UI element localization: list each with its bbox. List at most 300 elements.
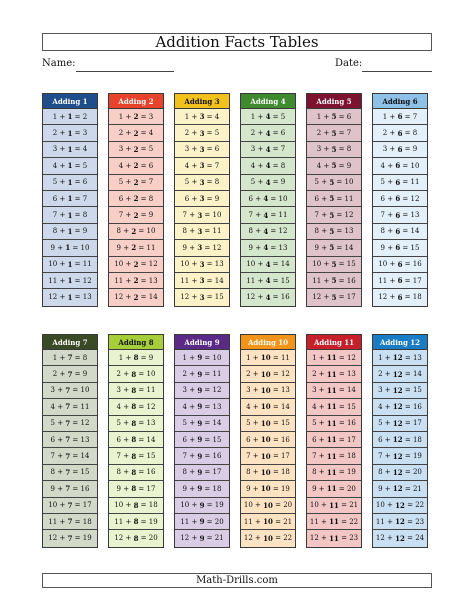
addend-left: 8 bbox=[378, 468, 383, 477]
sum: 4 bbox=[148, 129, 154, 138]
name-label: Name: bbox=[42, 58, 76, 69]
fact-row: 6 + 6 = 12 bbox=[373, 191, 427, 207]
addend-left: 2 bbox=[382, 129, 388, 138]
addend-fixed: 10 bbox=[263, 533, 273, 543]
addend-left: 12 bbox=[246, 293, 256, 302]
sum: 13 bbox=[80, 435, 90, 444]
addend-fixed: 10 bbox=[260, 353, 271, 363]
fact-row: 2 + 3 = 5 bbox=[175, 125, 229, 141]
sum: 6 bbox=[280, 129, 286, 138]
addend-left: 11 bbox=[378, 276, 388, 285]
fact-row: 11 + 10 = 21 bbox=[241, 514, 295, 530]
addend-fixed: 1 bbox=[65, 243, 71, 253]
sum: 8 bbox=[412, 129, 418, 138]
sum: 7 bbox=[82, 194, 88, 203]
addend-left: 7 bbox=[380, 211, 385, 220]
addend-left: 3 bbox=[382, 145, 388, 154]
fact-row: 5 + 4 = 9 bbox=[241, 175, 295, 191]
addend-fixed: 9 bbox=[197, 451, 203, 461]
addend-fixed: 12 bbox=[395, 517, 405, 527]
addend-fixed: 8 bbox=[131, 484, 137, 494]
addend-left: 10 bbox=[243, 501, 253, 510]
addend-left: 10 bbox=[378, 260, 388, 269]
fact-row: 4 + 8 = 12 bbox=[109, 399, 163, 415]
date-field-line[interactable] bbox=[362, 71, 432, 72]
table-header: Adding 7 bbox=[43, 335, 97, 350]
sum: 3 bbox=[148, 112, 154, 121]
sum: 6 bbox=[148, 161, 154, 170]
addend-fixed: 5 bbox=[331, 292, 337, 302]
sum: 7 bbox=[280, 145, 286, 154]
sum: 14 bbox=[214, 276, 224, 285]
fact-row: 7 + 11 = 18 bbox=[307, 448, 361, 464]
fact-row: 5 + 5 = 10 bbox=[307, 175, 361, 191]
addend-fixed: 7 bbox=[67, 517, 73, 527]
addend-left: 6 bbox=[248, 194, 253, 203]
sum: 15 bbox=[410, 243, 420, 252]
fact-row: 5 + 10 = 15 bbox=[241, 416, 295, 432]
fact-row: 7 + 6 = 13 bbox=[373, 207, 427, 223]
fact-row: 3 + 4 = 7 bbox=[241, 142, 295, 158]
addend-fixed: 7 bbox=[65, 451, 71, 461]
addend-left: 5 bbox=[184, 178, 190, 187]
sum: 19 bbox=[280, 484, 290, 493]
sum: 17 bbox=[82, 501, 92, 510]
fact-row: 1 + 4 = 5 bbox=[241, 109, 295, 125]
sum: 19 bbox=[148, 517, 158, 526]
sum: 8 bbox=[82, 211, 88, 220]
addend-left: 12 bbox=[48, 534, 58, 543]
fact-row: 5 + 6 = 11 bbox=[373, 175, 427, 191]
fact-row: 4 + 3 = 7 bbox=[175, 158, 229, 174]
addend-fixed: 1 bbox=[67, 292, 73, 302]
addend-left: 12 bbox=[378, 293, 388, 302]
addend-fixed: 5 bbox=[329, 226, 335, 236]
sum: 10 bbox=[410, 161, 420, 170]
addend-fixed: 5 bbox=[331, 112, 337, 122]
fact-row: 11 + 12 = 23 bbox=[373, 514, 427, 530]
facts-table-3 bbox=[174, 93, 230, 307]
fact-row: 8 + 7 = 15 bbox=[43, 465, 97, 481]
addend-left: 9 bbox=[182, 243, 187, 252]
addend-fixed: 7 bbox=[67, 353, 73, 363]
addend-fixed: 2 bbox=[133, 194, 139, 204]
fact-row: 1 + 9 = 10 bbox=[175, 350, 229, 366]
sum: 17 bbox=[280, 452, 290, 461]
sum: 5 bbox=[280, 112, 286, 121]
addend-fixed: 11 bbox=[326, 385, 337, 395]
addend-left: 7 bbox=[182, 211, 187, 220]
fact-row: 10 + 5 = 15 bbox=[307, 257, 361, 273]
addend-fixed: 10 bbox=[263, 517, 273, 527]
fact-row: 3 + 9 = 12 bbox=[175, 383, 229, 399]
sum: 16 bbox=[146, 468, 156, 477]
addend-fixed: 9 bbox=[197, 418, 203, 428]
fact-row: 12 + 10 = 22 bbox=[241, 530, 295, 546]
fact-row: 2 + 9 = 11 bbox=[175, 366, 229, 382]
addend-left: 6 bbox=[314, 194, 319, 203]
addend-left: 2 bbox=[118, 129, 124, 138]
fact-row: 5 + 1 = 6 bbox=[43, 175, 97, 191]
fact-row: 2 + 1 = 3 bbox=[43, 125, 97, 141]
addend-fixed: 8 bbox=[131, 385, 137, 395]
sum: 12 bbox=[212, 243, 222, 252]
addend-fixed: 5 bbox=[331, 144, 337, 154]
sum: 11 bbox=[280, 353, 290, 362]
addend-left: 9 bbox=[378, 484, 383, 493]
addend-left: 5 bbox=[118, 178, 124, 187]
sum: 10 bbox=[146, 370, 156, 379]
fact-row: 6 + 3 = 9 bbox=[175, 191, 229, 207]
addend-fixed: 10 bbox=[263, 500, 273, 510]
sum: 12 bbox=[212, 386, 222, 395]
sum: 6 bbox=[346, 112, 352, 121]
fact-row: 1 + 5 = 6 bbox=[307, 109, 361, 125]
fact-row: 2 + 8 = 10 bbox=[109, 366, 163, 382]
sum: 23 bbox=[415, 517, 425, 526]
addend-fixed: 3 bbox=[199, 177, 205, 187]
addend-left: 3 bbox=[116, 386, 121, 395]
fact-row: 12 + 4 = 16 bbox=[241, 289, 295, 305]
sum: 5 bbox=[214, 129, 220, 138]
fact-row: 2 + 5 = 7 bbox=[307, 125, 361, 141]
sum: 18 bbox=[412, 293, 422, 302]
fact-row: 4 + 1 = 5 bbox=[43, 158, 97, 174]
facts-table-6 bbox=[372, 93, 428, 307]
fact-row: 12 + 3 = 15 bbox=[175, 289, 229, 305]
facts-table-11 bbox=[306, 334, 362, 548]
sum: 19 bbox=[346, 468, 356, 477]
addend-fixed: 8 bbox=[133, 500, 139, 510]
addend-fixed: 11 bbox=[329, 533, 339, 543]
addend-left: 8 bbox=[116, 468, 121, 477]
sum: 13 bbox=[280, 386, 290, 395]
sum: 8 bbox=[214, 178, 220, 187]
addend-fixed: 9 bbox=[199, 517, 205, 527]
footer-credit: Math-Drills.com bbox=[42, 573, 432, 588]
addend-fixed: 8 bbox=[133, 533, 139, 543]
sum: 9 bbox=[280, 178, 286, 187]
addend-left: 8 bbox=[50, 468, 55, 477]
addend-fixed: 1 bbox=[67, 161, 73, 171]
addend-fixed: 9 bbox=[197, 484, 203, 494]
sum: 14 bbox=[80, 452, 90, 461]
addend-fixed: 11 bbox=[326, 467, 337, 477]
addend-left: 8 bbox=[52, 227, 58, 236]
addend-left: 3 bbox=[246, 386, 251, 395]
fact-row: 12 + 9 = 21 bbox=[175, 530, 229, 546]
sum: 11 bbox=[212, 227, 222, 236]
addend-fixed: 6 bbox=[395, 161, 401, 171]
addend-fixed: 12 bbox=[392, 418, 403, 428]
addend-left: 4 bbox=[116, 402, 121, 411]
fact-row: 12 + 11 = 23 bbox=[307, 530, 361, 546]
fact-row: 8 + 8 = 16 bbox=[109, 465, 163, 481]
addend-left: 3 bbox=[312, 386, 317, 395]
addend-fixed: 1 bbox=[67, 259, 73, 269]
addend-left: 4 bbox=[246, 402, 251, 411]
addend-fixed: 12 bbox=[395, 500, 405, 510]
sum: 12 bbox=[344, 211, 354, 220]
addend-fixed: 7 bbox=[65, 484, 71, 494]
addend-left: 6 bbox=[246, 435, 251, 444]
addend-left: 12 bbox=[114, 293, 124, 302]
addend-fixed: 9 bbox=[197, 467, 203, 477]
addend-fixed: 6 bbox=[395, 243, 401, 253]
sum: 17 bbox=[346, 293, 356, 302]
sum: 12 bbox=[280, 370, 290, 379]
addend-fixed: 11 bbox=[326, 353, 337, 363]
fact-row: 8 + 1 = 9 bbox=[43, 224, 97, 240]
addend-left: 12 bbox=[180, 293, 190, 302]
addend-fixed: 2 bbox=[133, 292, 139, 302]
fact-row: 4 + 2 = 6 bbox=[109, 158, 163, 174]
sum: 22 bbox=[349, 517, 359, 526]
addend-left: 7 bbox=[116, 452, 121, 461]
fact-row: 8 + 11 = 19 bbox=[307, 465, 361, 481]
fact-row: 11 + 11 = 22 bbox=[307, 514, 361, 530]
name-field-line[interactable] bbox=[76, 71, 174, 72]
fact-row: 3 + 6 = 9 bbox=[373, 142, 427, 158]
addend-fixed: 3 bbox=[199, 259, 205, 269]
fact-row: 8 + 5 = 13 bbox=[307, 224, 361, 240]
sum: 18 bbox=[346, 452, 356, 461]
addend-fixed: 9 bbox=[199, 533, 205, 543]
sum: 15 bbox=[346, 260, 356, 269]
sum: 18 bbox=[148, 501, 158, 510]
addend-left: 8 bbox=[182, 468, 187, 477]
fact-row: 6 + 10 = 16 bbox=[241, 432, 295, 448]
sum: 5 bbox=[148, 145, 154, 154]
addend-fixed: 5 bbox=[331, 276, 337, 286]
addend-fixed: 6 bbox=[395, 226, 401, 236]
addend-fixed: 6 bbox=[395, 210, 401, 220]
fact-row: 9 + 6 = 15 bbox=[373, 240, 427, 256]
table-header: Adding 11 bbox=[307, 335, 361, 350]
fact-row: 1 + 1 = 2 bbox=[43, 109, 97, 125]
addend-left: 1 bbox=[250, 112, 256, 121]
addend-left: 7 bbox=[314, 211, 319, 220]
sum: 17 bbox=[346, 435, 356, 444]
fact-row: 3 + 2 = 5 bbox=[109, 142, 163, 158]
addend-fixed: 6 bbox=[395, 177, 401, 187]
addend-left: 9 bbox=[116, 484, 121, 493]
table-header: Adding 1 bbox=[43, 94, 97, 109]
addend-fixed: 1 bbox=[67, 144, 73, 154]
addend-fixed: 4 bbox=[265, 259, 271, 269]
addend-left: 4 bbox=[184, 161, 190, 170]
addend-left: 4 bbox=[50, 402, 55, 411]
addend-fixed: 4 bbox=[265, 177, 271, 187]
fact-row: 8 + 2 = 10 bbox=[109, 224, 163, 240]
date-label: Date: bbox=[335, 58, 363, 69]
fact-row: 7 + 2 = 9 bbox=[109, 207, 163, 223]
sum: 9 bbox=[412, 145, 418, 154]
sum: 15 bbox=[280, 419, 290, 428]
fact-row: 2 + 11 = 13 bbox=[307, 366, 361, 382]
addend-left: 6 bbox=[312, 435, 317, 444]
fact-row: 12 + 1 = 13 bbox=[43, 289, 97, 305]
fact-row: 2 + 6 = 8 bbox=[373, 125, 427, 141]
sum: 22 bbox=[415, 501, 425, 510]
addend-left: 4 bbox=[312, 402, 317, 411]
fact-row: 7 + 10 = 17 bbox=[241, 448, 295, 464]
addend-left: 7 bbox=[246, 452, 251, 461]
addend-fixed: 6 bbox=[397, 292, 403, 302]
addend-fixed: 3 bbox=[199, 144, 205, 154]
sum: 16 bbox=[80, 484, 90, 493]
addend-fixed: 12 bbox=[392, 484, 403, 494]
fact-row: 12 + 12 = 24 bbox=[373, 530, 427, 546]
addend-fixed: 4 bbox=[265, 128, 271, 138]
addend-left: 10 bbox=[375, 501, 385, 510]
sum: 11 bbox=[82, 260, 92, 269]
sum: 17 bbox=[146, 484, 156, 493]
sum: 10 bbox=[212, 211, 222, 220]
addend-left: 9 bbox=[314, 243, 319, 252]
sum: 13 bbox=[82, 293, 92, 302]
fact-row: 4 + 6 = 10 bbox=[373, 158, 427, 174]
sum: 15 bbox=[280, 276, 290, 285]
addend-left: 11 bbox=[180, 276, 190, 285]
addend-left: 11 bbox=[114, 517, 124, 526]
addend-left: 11 bbox=[246, 276, 256, 285]
fact-row: 10 + 11 = 21 bbox=[307, 498, 361, 514]
fact-row: 8 + 4 = 12 bbox=[241, 224, 295, 240]
facts-table-12 bbox=[372, 334, 428, 548]
addend-fixed: 8 bbox=[131, 418, 137, 428]
sum: 9 bbox=[148, 353, 154, 362]
fact-row: 1 + 10 = 11 bbox=[241, 350, 295, 366]
addend-left: 9 bbox=[50, 484, 55, 493]
fact-row: 6 + 11 = 17 bbox=[307, 432, 361, 448]
addend-fixed: 8 bbox=[131, 451, 137, 461]
fact-row: 2 + 4 = 6 bbox=[241, 125, 295, 141]
fact-row: 9 + 7 = 16 bbox=[43, 481, 97, 497]
addend-left: 9 bbox=[246, 484, 251, 493]
fact-row: 4 + 7 = 11 bbox=[43, 399, 97, 415]
facts-table-2 bbox=[108, 93, 164, 307]
fact-row: 2 + 7 = 9 bbox=[43, 366, 97, 382]
addend-left: 1 bbox=[312, 353, 317, 362]
addend-fixed: 7 bbox=[65, 385, 71, 395]
fact-row: 9 + 12 = 21 bbox=[373, 481, 427, 497]
sum: 12 bbox=[346, 353, 356, 362]
addend-fixed: 8 bbox=[131, 435, 137, 445]
addend-left: 1 bbox=[52, 112, 58, 121]
addend-left: 1 bbox=[246, 353, 251, 362]
addend-fixed: 9 bbox=[199, 500, 205, 510]
fact-row: 4 + 9 = 13 bbox=[175, 399, 229, 415]
table-header: Adding 10 bbox=[241, 335, 295, 350]
sum: 16 bbox=[280, 435, 290, 444]
addend-left: 2 bbox=[250, 129, 256, 138]
sum: 14 bbox=[148, 293, 158, 302]
sum: 20 bbox=[214, 517, 224, 526]
addend-fixed: 6 bbox=[397, 144, 403, 154]
sum: 11 bbox=[146, 243, 156, 252]
addend-fixed: 9 bbox=[197, 353, 203, 363]
sum: 11 bbox=[344, 194, 354, 203]
fact-row: 1 + 7 = 8 bbox=[43, 350, 97, 366]
addend-fixed: 11 bbox=[326, 451, 337, 461]
sum: 21 bbox=[412, 484, 422, 493]
sum: 10 bbox=[146, 227, 156, 236]
table-header: Adding 2 bbox=[109, 94, 163, 109]
addend-left: 4 bbox=[250, 161, 256, 170]
addend-left: 1 bbox=[316, 112, 322, 121]
addend-fixed: 4 bbox=[265, 276, 271, 286]
sum: 8 bbox=[82, 353, 88, 362]
addend-left: 5 bbox=[116, 419, 121, 428]
sum: 7 bbox=[214, 161, 220, 170]
fact-row: 11 + 2 = 13 bbox=[109, 273, 163, 289]
addend-left: 7 bbox=[312, 452, 317, 461]
addend-fixed: 12 bbox=[392, 435, 403, 445]
sum: 13 bbox=[212, 402, 222, 411]
sum: 16 bbox=[212, 452, 222, 461]
addend-fixed: 2 bbox=[133, 259, 139, 269]
addend-fixed: 9 bbox=[197, 385, 203, 395]
sum: 15 bbox=[80, 468, 90, 477]
fact-row: 5 + 2 = 7 bbox=[109, 175, 163, 191]
addend-left: 9 bbox=[380, 243, 385, 252]
addend-fixed: 10 bbox=[260, 418, 271, 428]
addend-fixed: 4 bbox=[265, 161, 271, 171]
addend-fixed: 11 bbox=[326, 484, 337, 494]
sum: 12 bbox=[82, 276, 92, 285]
fact-row: 7 + 4 = 11 bbox=[241, 207, 295, 223]
fact-row: 9 + 4 = 13 bbox=[241, 240, 295, 256]
addend-left: 6 bbox=[378, 435, 383, 444]
addend-left: 11 bbox=[243, 517, 253, 526]
addend-fixed: 9 bbox=[197, 402, 203, 412]
addend-fixed: 2 bbox=[133, 112, 139, 122]
addend-fixed: 1 bbox=[67, 194, 73, 204]
sum: 18 bbox=[212, 484, 222, 493]
fact-row: 10 + 1 = 11 bbox=[43, 257, 97, 273]
addend-fixed: 3 bbox=[199, 161, 205, 171]
addend-left: 5 bbox=[182, 419, 187, 428]
addend-fixed: 9 bbox=[197, 435, 203, 445]
addend-left: 11 bbox=[309, 517, 319, 526]
fact-row: 10 + 3 = 13 bbox=[175, 257, 229, 273]
addend-fixed: 3 bbox=[199, 276, 205, 286]
addend-left: 3 bbox=[182, 386, 187, 395]
fact-row: 2 + 2 = 4 bbox=[109, 125, 163, 141]
addend-fixed: 10 bbox=[260, 467, 271, 477]
fact-row: 6 + 8 = 14 bbox=[109, 432, 163, 448]
fact-row: 2 + 12 = 14 bbox=[373, 366, 427, 382]
sum: 12 bbox=[410, 194, 420, 203]
addend-fixed: 2 bbox=[133, 276, 139, 286]
addend-fixed: 3 bbox=[197, 226, 203, 236]
fact-row: 9 + 10 = 19 bbox=[241, 481, 295, 497]
addend-left: 10 bbox=[246, 260, 256, 269]
sum: 13 bbox=[278, 243, 288, 252]
addend-fixed: 3 bbox=[199, 128, 205, 138]
sum: 14 bbox=[280, 402, 290, 411]
sum: 21 bbox=[214, 534, 224, 543]
addend-left: 2 bbox=[116, 370, 121, 379]
addend-fixed: 8 bbox=[131, 402, 137, 412]
addend-left: 2 bbox=[246, 370, 251, 379]
addend-left: 2 bbox=[52, 370, 58, 379]
fact-row: 4 + 4 = 8 bbox=[241, 158, 295, 174]
addend-fixed: 12 bbox=[392, 353, 403, 363]
sum: 17 bbox=[212, 468, 222, 477]
addend-left: 8 bbox=[312, 468, 317, 477]
